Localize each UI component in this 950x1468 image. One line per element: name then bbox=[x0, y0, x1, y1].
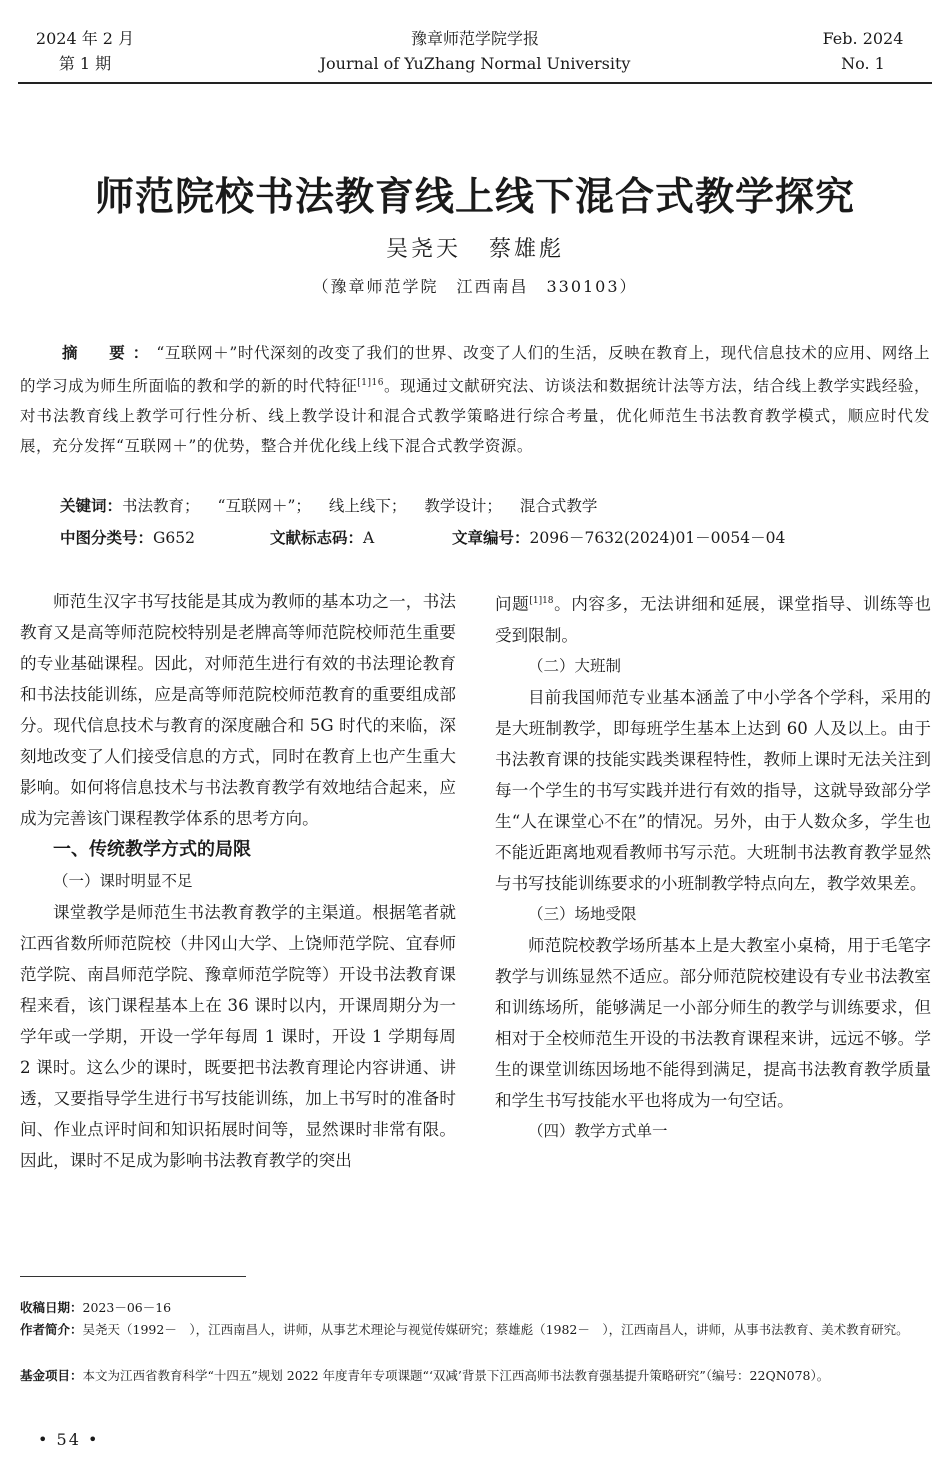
bio-label: 作者简介： bbox=[20, 1322, 83, 1337]
header-date-issue-en bbox=[800, 26, 926, 76]
keywords-label: 关键词： bbox=[60, 497, 123, 515]
author-2: 蔡雄彪 bbox=[489, 237, 565, 262]
subsection-heading: （二）大班制 bbox=[528, 656, 622, 675]
received-label: 收稿日期： bbox=[20, 1300, 83, 1315]
header-date-cn: 2024 年 2 月 bbox=[35, 29, 135, 48]
header-rule bbox=[18, 82, 932, 84]
clc-label: 中图分类号： bbox=[60, 529, 154, 547]
article-title: 师范院校书法教育线上线下混合式教学探究 bbox=[94, 175, 855, 220]
doc-code-block bbox=[270, 526, 452, 548]
paragraph: 目前我国师范专业基本涵盖了中小学各个学科，采用的是大班制教学，即每班学生基本上达到 60 人及以上。由于书法教育课的技能实践类课程特性，教师上课时无法关注到每一个学生的书写实践并进行有效的指导，这就导致部分学生“人在课堂心不在”的情况。另外，由于人数众多，学生也不能近距离地观看教师书写示范。大班制书法教育教学显然与书写技能训练要求的小班制教学特点向左，教学效果差。 bbox=[495, 687, 931, 893]
subsection-heading: （三）场地受限 bbox=[528, 904, 637, 923]
clc-value: G652 bbox=[153, 529, 195, 547]
body-left-column bbox=[20, 586, 456, 1176]
author-line bbox=[0, 232, 950, 263]
page-number: • 54 • bbox=[38, 1430, 100, 1449]
footnote-received bbox=[20, 1298, 932, 1317]
journal-name-cn: 豫章师范学院学报 bbox=[410, 29, 539, 48]
abstract-text-b: 。现通过文献研究法、访谈法和数据统计法等方法，结合线上教学实践经验，对书法教育线上教学可行性分析、线上教学设计和混合式教学策略进行综合考量，优化师范生书法教育教学模式，顺应时代发展，充分发挥“互联网＋”的优势，整合并优化线上线下混合式教学资源。 bbox=[20, 377, 930, 456]
article-number-label: 文章编号： bbox=[452, 529, 530, 547]
paragraph-text: 问题 bbox=[495, 594, 530, 614]
clc-block bbox=[60, 526, 270, 548]
footnote-fund bbox=[20, 1366, 950, 1385]
bio-text: 吴尧天（1992－ ），江西南昌人，讲师，从事艺术理论与视觉传媒研究；蔡雄彪（1982－ ），江西南昌人，讲师，从事书法教育、美术教育研究。 bbox=[82, 1322, 909, 1337]
journal-name-en: Journal of YuZhang Normal University bbox=[319, 54, 631, 73]
fund-text: 本文为江西省教育科学“十四五”规划 2022 年度青年专项课题“‘双减’背景下江西高师书法教育强基提升策略研究”（编号：22QN078）。 bbox=[82, 1368, 830, 1383]
paragraph-text: 。内容多，无法讲细和延展，课堂指导、训练等也受到限制。 bbox=[495, 594, 932, 645]
abstract-text-a: “互联网＋”时代深刻的改变了我们的世界、改变了人们的生活，反映在教育上，现代信息技术的应用、网络上的学习成为师生所面临的教和学的新的时代特征 bbox=[20, 344, 930, 396]
header-date-en: Feb. 2024 bbox=[822, 29, 904, 48]
citation: [1]18 bbox=[529, 596, 554, 606]
abstract-citation: [1]16 bbox=[357, 378, 384, 388]
author-1: 吴尧天 bbox=[385, 237, 461, 262]
footnote-rule bbox=[20, 1276, 246, 1277]
doc-code-label: 文献标志码： bbox=[270, 529, 364, 547]
keyword: 教学设计； bbox=[424, 497, 502, 515]
header-date-issue-cn bbox=[26, 26, 144, 76]
paragraph-continued bbox=[495, 586, 931, 651]
paragraph: 课堂教学是师范生书法教育教学的主渠道。根据笔者就江西省数所师范院校（井冈山大学、上饶师范学院、宜春师范学院、南昌师范学院、豫章师范学院等）开设书法教育课程来看，该门课程基本上在 36 课时以内，开课周期分为一学年或一学期，开设一学年每周 1 课时，开设 1 学期每周 2 课时。这么少的课时，既要把书法教育理论内容讲通、讲透，又要指导学生进行书写技能训练，加上书写时的准备时间、作业点评时间和知识拓展时间等，显然课时非常有限。因此，课时不足成为影响书法教育教学的突出 bbox=[20, 903, 456, 1170]
affiliation: （豫章师范学院 江西南昌 330103） bbox=[312, 277, 638, 296]
abstract-label: 摘 要： bbox=[62, 344, 157, 362]
classification-meta bbox=[60, 526, 785, 548]
article-number-block bbox=[452, 526, 785, 548]
subsection-heading: （四）教学方式单一 bbox=[528, 1121, 668, 1140]
paragraph: 师范生汉字书写技能是其成为教师的基本功之一，书法教育又是高等师范院校特别是老牌高等师范院校师范生重要的专业基础课程。因此，对师范生进行有效的书法理论教育和书法技能训练，应是高等师范院校师范教育的重要组成部分。现代信息技术与教育的深度融合和 5G 时代的来临，深刻地改变了人们接受信息的方式，同时在教育上也产生重大影响。如何将信息技术与书法教育教学有效地结合起来，应成为完善该门课程教学体系的思考方向。 bbox=[20, 592, 456, 828]
paragraph: 师范院校教学场所基本上是大教室小桌椅，用于毛笔字教学与训练显然不适应。部分师范院校建设有专业书法教室和训练场所，能够满足一小部分师生的教学与训练要求，但相对于全校师范生开设的书法教育课程来讲，远远不够。学生的课堂训练因场地不能得到满足，提高书法教育教学质量和学生书写技能水平也将成为一句空话。 bbox=[495, 935, 931, 1110]
header-issue-cn: 第 1 期 bbox=[58, 54, 112, 73]
doc-code-value: A bbox=[363, 529, 375, 547]
body-right-column bbox=[495, 586, 931, 1147]
keyword: “互联网＋”； bbox=[217, 497, 311, 515]
received-date: 2023－06－16 bbox=[82, 1300, 172, 1315]
abstract bbox=[20, 338, 930, 461]
subsection-heading: （一）课时明显不足 bbox=[53, 872, 193, 890]
header-journal bbox=[250, 26, 700, 76]
article-number-value: 2096－7632(2024)01－0054－04 bbox=[529, 529, 786, 547]
keyword: 书法教育； bbox=[122, 497, 200, 515]
keyword: 混合式教学 bbox=[519, 497, 598, 515]
header-issue-en: No. 1 bbox=[841, 54, 885, 73]
keywords bbox=[60, 494, 615, 516]
keyword: 线上线下； bbox=[328, 497, 407, 515]
footnote-author-bio bbox=[20, 1320, 950, 1339]
section-heading: 一、传统教学方式的局限 bbox=[53, 839, 251, 860]
fund-label: 基金项目： bbox=[20, 1368, 83, 1383]
